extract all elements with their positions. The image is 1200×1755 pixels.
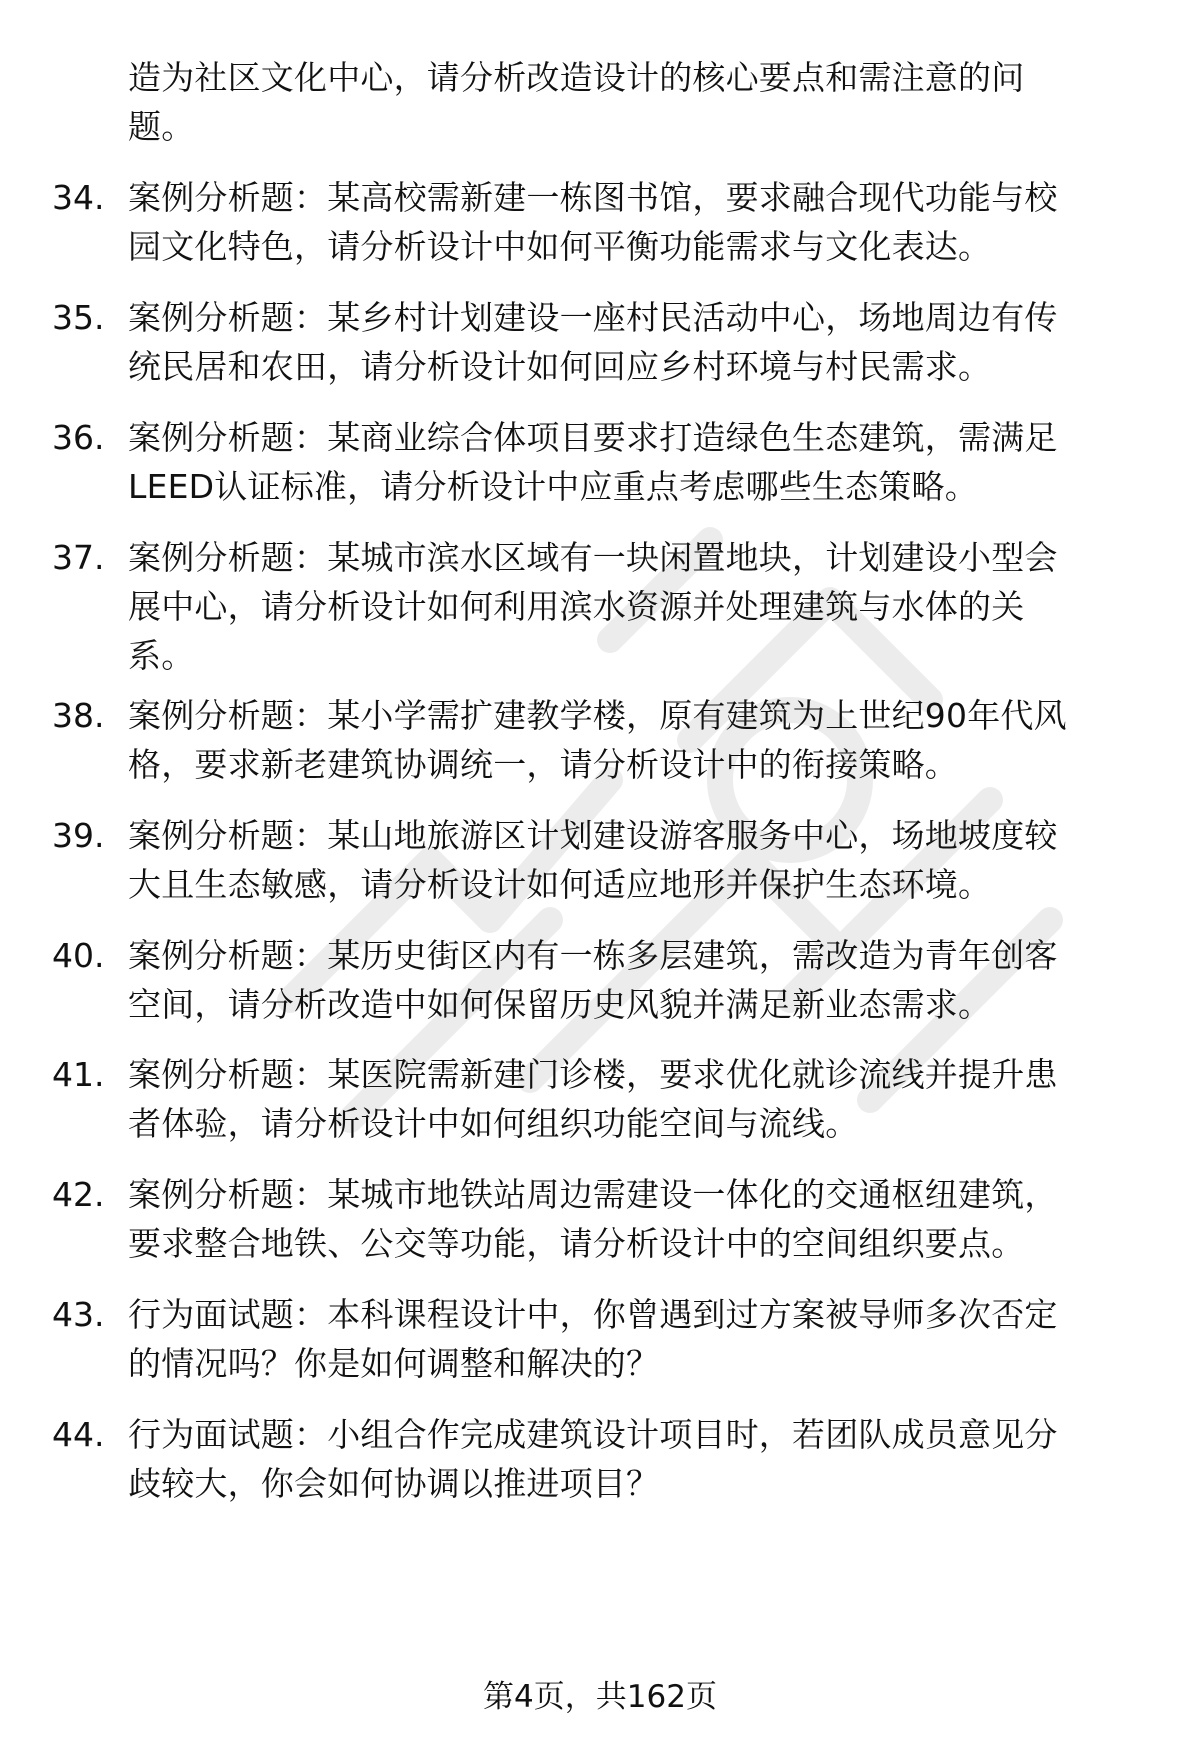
question-line: 统民居和农田，请分析设计如何回应乡村环境与村民需求。 [128, 347, 992, 386]
question-line: 行为面试题：本科课程设计中，你曾遇到过方案被导师多次否定 [128, 1295, 1058, 1334]
page-footer: 第4页，共162页 [483, 1679, 717, 1715]
question-number: 38. [52, 696, 105, 735]
question-line: 园文化特色，请分析设计中如何平衡功能需求与文化表达。 [128, 227, 992, 266]
question-line: 空间，请分析改造中如何保留历史风貌并满足新业态需求。 [128, 985, 992, 1024]
question-line: 案例分析题：某医院需新建门诊楼，要求优化就诊流线并提升患 [128, 1055, 1058, 1094]
question-line: 行为面试题：小组合作完成建筑设计项目时，若团队成员意见分 [128, 1415, 1058, 1454]
question-line: 者体验，请分析设计中如何组织功能空间与流线。 [128, 1104, 859, 1143]
question-number: 37. [52, 538, 105, 577]
question-number: 41. [52, 1055, 105, 1094]
question-number: 40. [52, 936, 105, 975]
question-number: 34. [52, 178, 105, 217]
question-line: 案例分析题：某城市地铁站周边需建设一体化的交通枢纽建筑， [128, 1175, 1058, 1214]
question-line: 的情况吗？你是如何调整和解决的？ [128, 1344, 660, 1383]
intro-line-2: 题。 [128, 107, 195, 146]
question-number: 42. [52, 1175, 105, 1214]
intro-line-1: 造为社区文化中心，请分析改造设计的核心要点和需注意的问 [128, 58, 1025, 97]
question-number: 44. [52, 1415, 105, 1454]
question-line: 格，要求新老建筑协调统一，请分析设计中的衔接策略。 [128, 745, 958, 784]
question-line: 系。 [128, 636, 195, 675]
question-line: 案例分析题：某山地旅游区计划建设游客服务中心，场地坡度较 [128, 816, 1058, 855]
question-line: 案例分析题：某小学需扩建教学楼，原有建筑为上世纪90年代风 [128, 696, 1067, 735]
question-number: 43. [52, 1295, 105, 1334]
question-line: 案例分析题：某历史街区内有一栋多层建筑，需改造为青年创客 [128, 936, 1058, 975]
question-number: 35. [52, 298, 105, 337]
question-line: 歧较大，你会如何协调以推进项目？ [128, 1464, 660, 1503]
question-line: 大且生态敏感，请分析设计如何适应地形并保护生态环境。 [128, 865, 992, 904]
question-line: LEED认证标准，请分析设计中应重点考虑哪些生态策略。 [128, 467, 978, 506]
question-line: 案例分析题：某乡村计划建设一座村民活动中心，场地周边有传 [128, 298, 1058, 337]
question-line: 展中心，请分析设计如何利用滨水资源并处理建筑与水体的关 [128, 587, 1025, 626]
question-line: 案例分析题：某城市滨水区域有一块闲置地块，计划建设小型会 [128, 538, 1058, 577]
question-line: 案例分析题：某商业综合体项目要求打造绿色生态建筑，需满足 [128, 418, 1058, 457]
question-number: 36. [52, 418, 105, 457]
question-line: 要求整合地铁、公交等功能，请分析设计中的空间组织要点。 [128, 1224, 1025, 1263]
question-number: 39. [52, 816, 105, 855]
question-line: 案例分析题：某高校需新建一栋图书馆，要求融合现代功能与校 [128, 178, 1058, 217]
